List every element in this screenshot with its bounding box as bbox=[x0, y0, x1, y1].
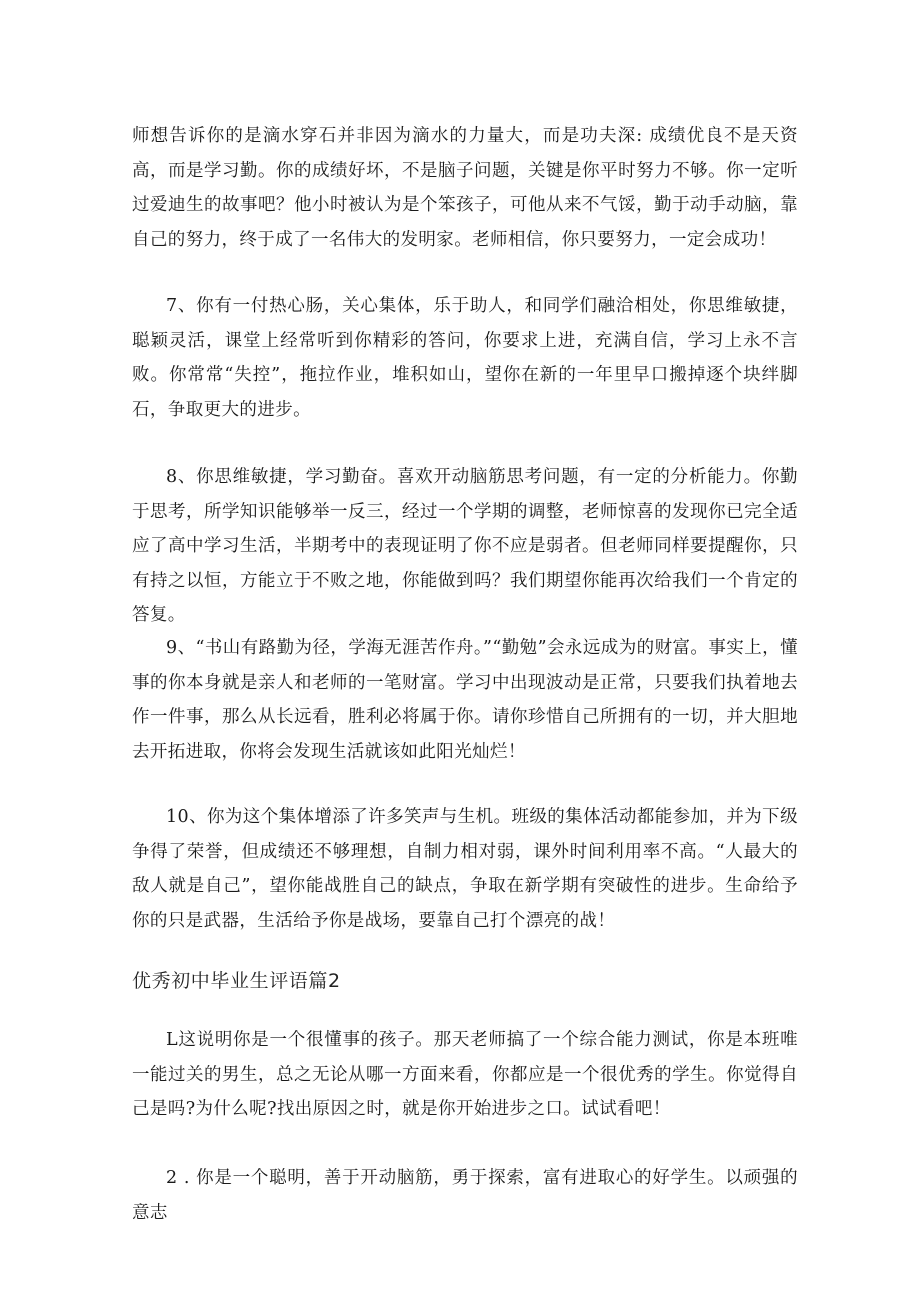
section-heading: 优秀初中毕业生评语篇2 bbox=[132, 970, 341, 992]
paragraph-2: 2 . 你是一个聪明，善于开动脑筋，勇于探索，富有进取心的好学生。以顽强的意志 bbox=[132, 1168, 798, 1223]
paragraph-continued: 师想告诉你的是滴水穿石并非因为滴水的力量大，而是功夫深: 成绩优良不是天资高，而是学习勤。你的成绩好坏，不是脑子问题，关键是你平时努力不够。你一定听过爱迪生的故事吧？他小时被认为是个笨孩子，可他从来不气馁，勤于动手动脑，靠自己的努力，终于成了一名伟大的发明家。老师相信，你只要努力，一定会成功！ bbox=[132, 126, 798, 250]
paragraph-8: 8、你思维敏捷，学习勤奋。喜欢开动脑筋思考问题，有一定的分析能力。你勤于思考，所学知识能够举一反三，经过一个学期的调整，老师惊喜的发现你已完全适应了高中学习生活，半期考中的表现证明了你不应是弱者。但老师同样要提醒你，只有持之以恒，方能立于不败之地，你能做到吗？我们期望你能再次给我们一个肯定的答复。 bbox=[132, 467, 798, 625]
paragraph-9: 9、“书山有路勤为径，学海无涯苦作舟。”“勤勉”会永远成为的财富。事实上，懂事的你本身就是亲人和老师的一笔财富。学习中出现波动是正常，只要我们执着地去作一件事，那么从长远看，胜利必将属于你。请你珍惜自己所拥有的一切，并大胆地去开拓进取，你将会发现生活就该如此阳光灿烂！ bbox=[132, 638, 798, 762]
paragraph-10: 10、你为这个集体增添了许多笑声与生机。班级的集体活动都能参加，并为下级争得了荣誉，但成绩还不够理想，自制力相对弱，课外时间利用率不高。“人最大的敌人就是自己”，望你能战胜自己的缺点，争取在新学期有突破性的进步。生命给予你的只是武器，生活给予你是战场，要靠自己打个漂亮的战！ bbox=[132, 807, 798, 931]
paragraph-7: 7、你有一付热心肠，关心集体，乐于助人，和同学们融洽相处，你思维敏捷，聪颖灵活，课堂上经常听到你精彩的答问，你要求上进，充满自信，学习上永不言败。你常常“失控”，拖拉作业，堆积如山，望你在新的一年里早口搬掉逐个块绊脚石，争取更大的进步。 bbox=[132, 296, 798, 420]
paragraph-1: L这说明你是一个很懂事的孩子。那天老师搞了一个综合能力测试，你是本班唯一能过关的男生，总之无论从哪一方面来看，你都应是一个很优秀的学生。你觉得自己是吗?为什么呢?找出原因之时，就是你开始进步之口。试试看吧！ bbox=[132, 1030, 798, 1119]
